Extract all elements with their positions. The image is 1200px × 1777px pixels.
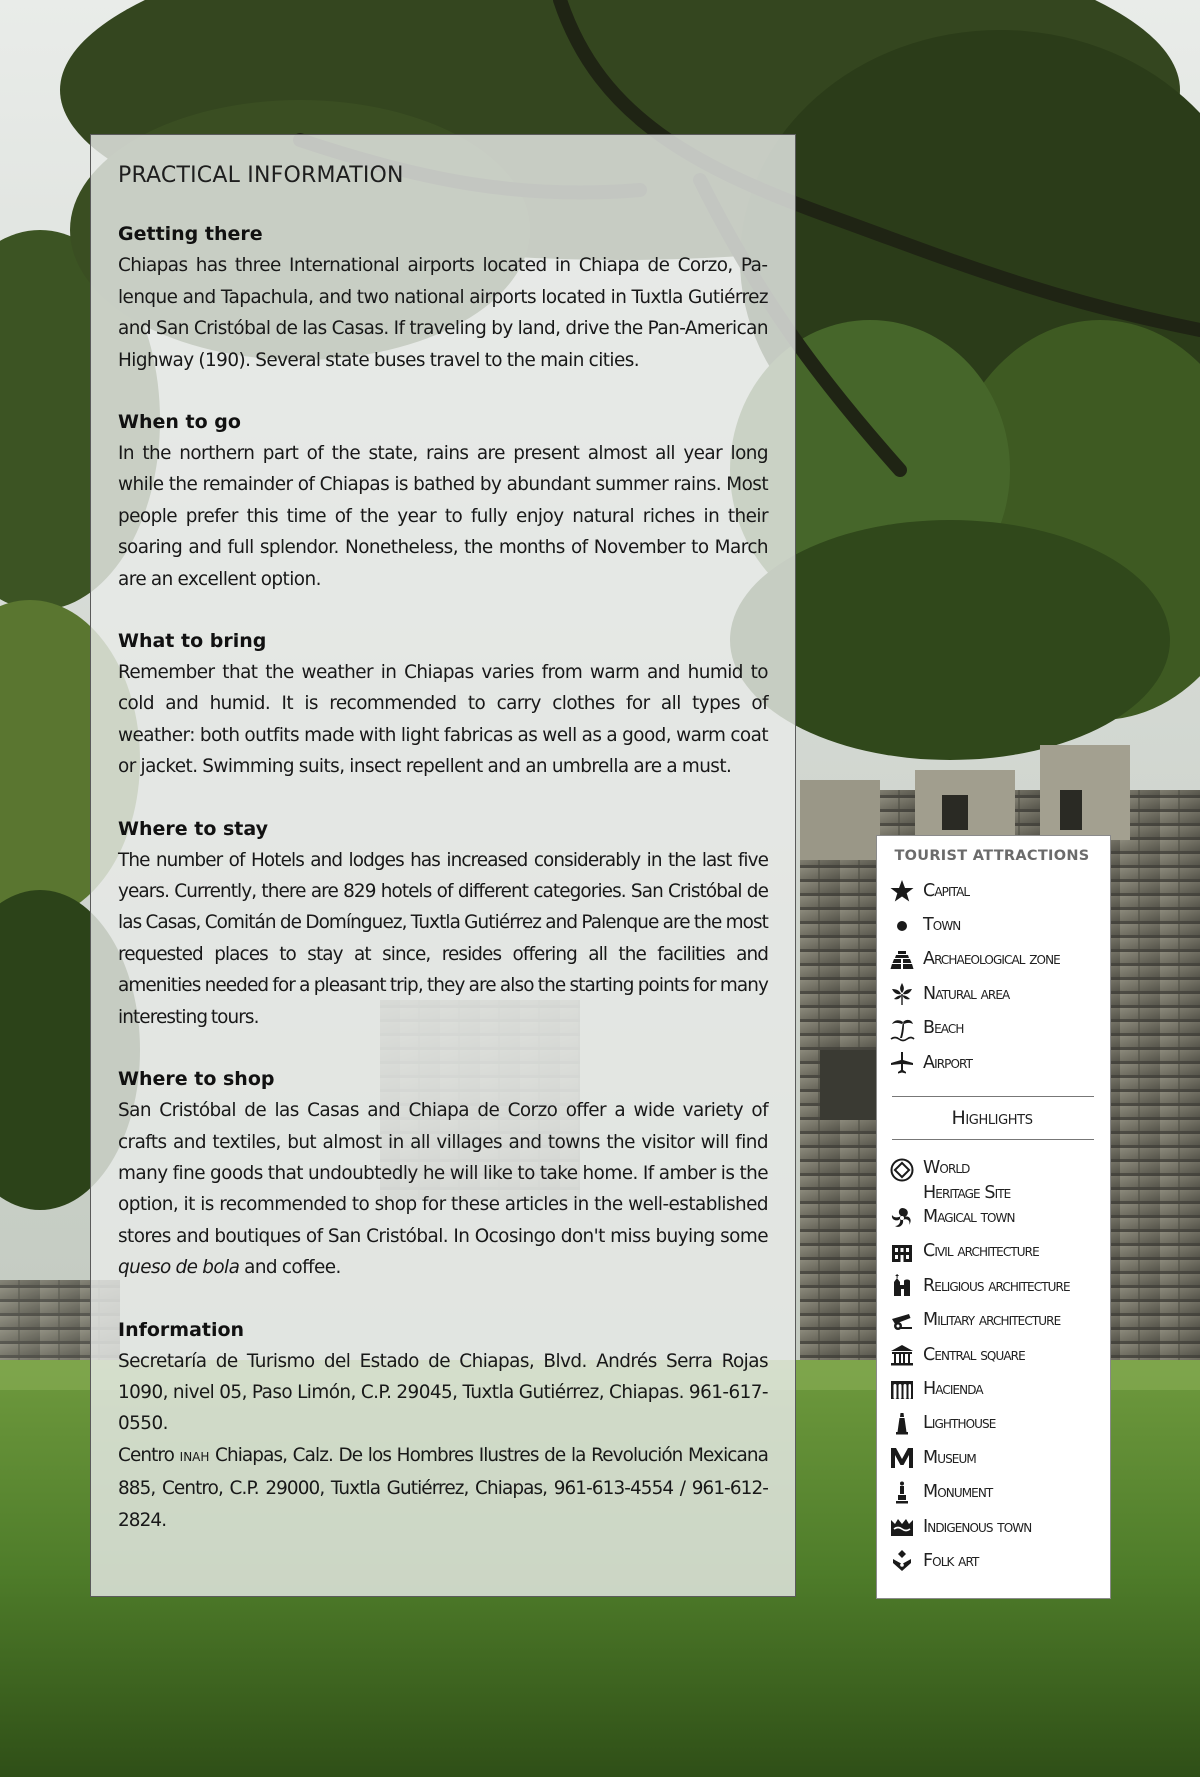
section-body-2 (118, 1440, 768, 1536)
legend-label: Religious architecture (923, 1275, 1070, 1296)
section-heading: Where to stay (118, 817, 269, 840)
airplane-icon (888, 1049, 916, 1077)
section-body: The number of Hotels and lodges has increased considerably in the last five years. Currently, there are 829 hotels of different categories. San Cristóbal de las Casas, Comitán de Domínguez, Tuxtla Gutiérrez and Palenque are the most requested places to stay at since, resides offering all the facilities and amenities needed for a pleasant trip, they are also the starting points for many interesting tours. (118, 849, 768, 1028)
section-heading: Getting there (118, 223, 263, 246)
pyramid-icon (888, 946, 916, 974)
museum-icon (888, 1444, 916, 1472)
inah-abbreviation: INAH (179, 1449, 210, 1464)
legend-label: Airport (923, 1052, 973, 1073)
section-body: In the northern part of the state, rains are present almost all year long while the remainder of Chiapas is bathed by abundant summer rains. Most people prefer this time of the year to fully enjoy natural riches in their soaring and full splendor. Nonetheless, the months of November to March are an excellent option. (118, 443, 768, 590)
section-where-to-stay (118, 814, 768, 1033)
section-getting-there (118, 219, 768, 376)
legend-item-indigenous-town (888, 1510, 1096, 1544)
section-heading: Where to shop (118, 1068, 275, 1091)
legend-item-military-architecture (888, 1304, 1096, 1338)
body-italic: queso de bola (118, 1257, 240, 1279)
body-text: Centro (118, 1444, 180, 1466)
panel-title: PRACTICAL INFORMATION (118, 163, 404, 188)
dot-icon (888, 912, 916, 940)
legend-label: Archaeological zone (923, 949, 1060, 970)
body-text: Chiapas, Calz. De los Hombres Ilustres de la Revolución Mexicana 885, Centro, C.P. 29000, Tuxtla Gutiérrez, Chiapas, 961-613-4554 / 961-612-2824. (118, 1444, 769, 1531)
legend-item-folk-art (888, 1544, 1096, 1578)
folk-art-icon (888, 1547, 916, 1575)
tourist-attractions-heading: TOURIST ATTRACTIONS (894, 848, 1090, 864)
legend-item-central-square (888, 1338, 1096, 1372)
legend-label: Lighthouse (923, 1413, 996, 1434)
legend-item-civil-architecture (888, 1235, 1096, 1269)
legend-label: Military architecture (923, 1310, 1061, 1331)
legend-label: Monument (923, 1482, 993, 1503)
legend-item-lighthouse (888, 1407, 1096, 1441)
legend-label: Central square (923, 1344, 1025, 1365)
civil-architecture-icon (888, 1238, 916, 1266)
legend-divider (892, 1139, 1094, 1140)
legend-item-archaeological-zone (888, 943, 1096, 977)
section-what-to-bring (118, 626, 768, 783)
indigenous-town-icon (888, 1513, 916, 1541)
section-heading: Information (118, 1318, 245, 1341)
legend-label (923, 1156, 1010, 1206)
leaf-icon (888, 980, 916, 1008)
lighthouse-icon (888, 1410, 916, 1438)
legend-label-line: Heritage Site (923, 1183, 1011, 1204)
star-icon (888, 877, 916, 905)
section-heading: When to go (118, 411, 241, 434)
kiosk-icon (888, 1341, 916, 1369)
body-text: and coffee. (239, 1257, 341, 1279)
legend-label: Town (923, 915, 961, 936)
section-body: Remember that the weather in Chiapas varies from warm and humid to cold and humid. It is recommended to carry clothes for all types of weather: both outfits made with light fabricas as well as a good, warm coat or jacket. Swimming suits, insect repellent and an umbrella are a must. (118, 662, 768, 778)
cannon-icon (888, 1307, 916, 1335)
practical-info-panel (90, 134, 796, 1597)
section-body: Chiapas has three International airports located in Chiapa de Corzo, Palenque and Tapachula, and two national airports located in Tuxtla Gutiérrez and San Cristóbal de las Casas. If traveling by land, drive the Pan-American Highway (190). Several state buses travel to the main cities. (118, 255, 768, 371)
magical-town-icon (888, 1204, 916, 1232)
world-heritage-icon (888, 1156, 916, 1184)
legend-label: Museum (923, 1447, 976, 1468)
legend-label: Folk art (923, 1550, 979, 1571)
palm-tree-icon (888, 1015, 916, 1043)
monument-icon (888, 1479, 916, 1507)
legend-item-town (888, 908, 1096, 942)
legend-item-religious-architecture (888, 1269, 1096, 1303)
legend-item-capital (888, 874, 1096, 908)
hacienda-icon (888, 1375, 916, 1403)
legend-label: Civil architecture (923, 1241, 1039, 1262)
legend-label: Natural area (923, 983, 1010, 1004)
legend-item-hacienda (888, 1372, 1096, 1406)
legend-item-beach (888, 1012, 1096, 1046)
section-information (118, 1315, 768, 1536)
section-where-to-shop (118, 1064, 768, 1283)
legend-label: Magical town (923, 1207, 1015, 1228)
body-text: San Cristóbal de las Casas and Chiapa de Corzo offer a wide variety of crafts and textiles, but almost in all villages and towns the visitor will find many fine goods that undoubtedly he will like to take home. If amber is the option, it is recommended to shop for these articles in the well-established stores and boutiques of San Cristóbal. In Ocosingo don't miss buying some (118, 1100, 768, 1247)
legend-item-natural-area (888, 977, 1096, 1011)
legend-label: Hacienda (923, 1378, 983, 1399)
church-icon (888, 1272, 916, 1300)
legend-item-museum (888, 1441, 1096, 1475)
legend-item-world-heritage-site (888, 1150, 1096, 1204)
legend-label: Capital (923, 880, 970, 901)
map-legend (876, 835, 1111, 1599)
section-body: Secretaría de Turismo del Estado de Chiapas, Blvd. Andrés Serra Rojas 1090, nivel 05, Paso Limón, C.P. 29045, Tuxtla Gutiérrez, Chiapas. 961-617-0550. (118, 1350, 768, 1435)
legend-label: Beach (923, 1018, 964, 1039)
legend-item-magical-town (888, 1200, 1096, 1234)
section-when-to-go (118, 407, 768, 595)
legend-item-airport (888, 1046, 1096, 1080)
legend-label-line: World (923, 1158, 970, 1179)
legend-label: Indigenous town (923, 1516, 1032, 1537)
section-body (118, 1095, 768, 1283)
highlights-heading: Highlights (951, 1107, 1033, 1130)
legend-item-monument (888, 1475, 1096, 1509)
section-heading: What to bring (118, 630, 267, 653)
